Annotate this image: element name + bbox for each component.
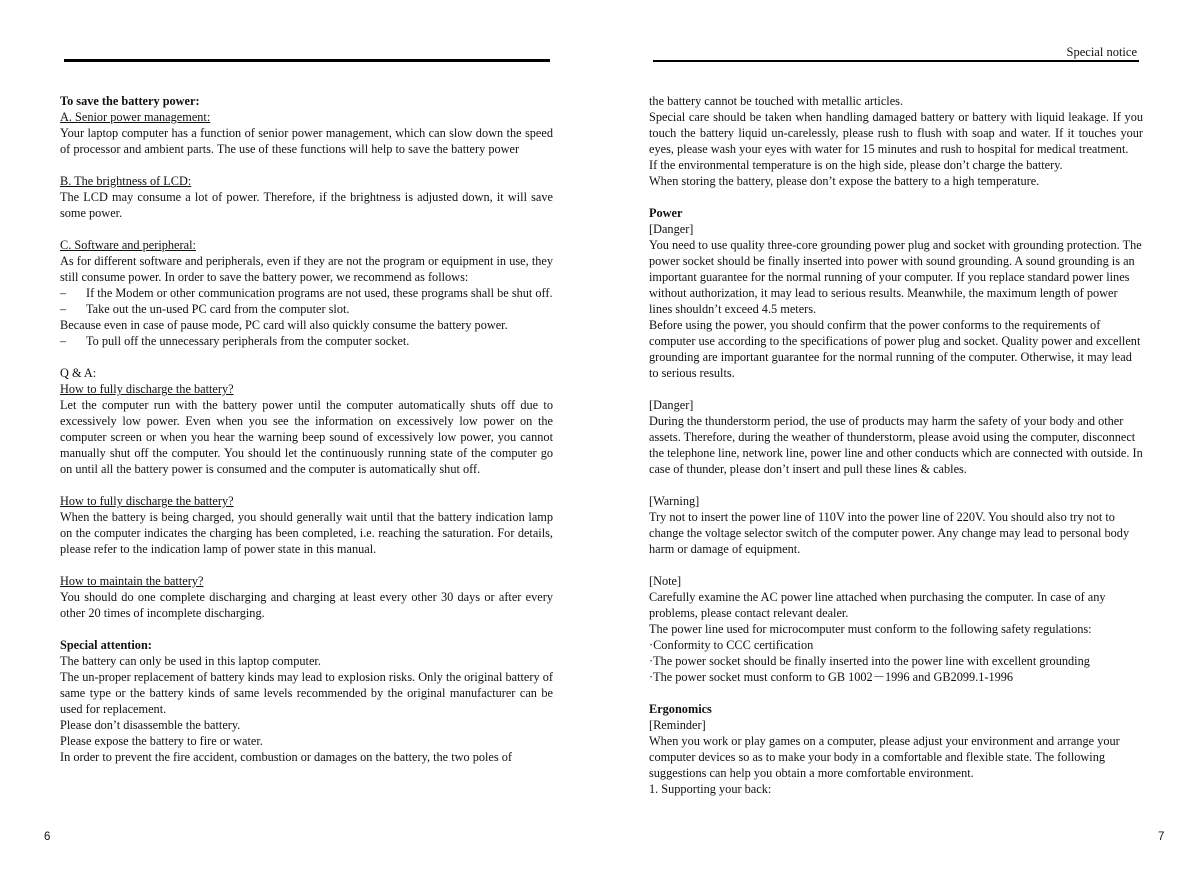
battery-title: To save the battery power: <box>60 94 200 108</box>
section-a-heading: A. Senior power management: <box>60 110 211 124</box>
power-text-1: You need to use quality three-core grounding power plug and socket with grounding protection. The power socket should be finally inserted into power with sound grounding. A sound grounding is an important guarantee for the normal running of your computer. If you replace standard power lines without authorization, it may lead to serious results. Meanwhile, the maximum length of power lines shouldn’t exceed 4.5 meters. <box>649 238 1142 316</box>
warning-text: Try not to insert the power line of 110V into the power line of 220V. You should also try not to change the voltage selector switch of the computer power. Any change may lead to personal body harm or damage of equipment. <box>649 510 1130 556</box>
section-c-heading: C. Software and peripheral: <box>60 238 196 252</box>
list-item: – If the Modem or other communication programs are not used, these programs shall be shut off. <box>60 286 553 300</box>
page-number-left: 6 <box>44 831 51 843</box>
right-page-column <box>649 93 1143 797</box>
power-title: Power <box>649 206 683 220</box>
note-bullet-1: ·Conformity to CCC certification <box>649 638 814 652</box>
thunderstorm-text: During the thunderstorm period, the use of products may harm the safety of your body and other assets. Therefore, during the weather of thunderstorm, please avoid using the computer, disconnect the telephone line, network line, power line and other conducts which are connected with outside. In case of thunder, please don’t insert and pull these lines & cables. <box>649 414 1143 476</box>
question-1: How to fully discharge the battery? <box>60 382 234 396</box>
section-a-text: Your laptop computer has a function of senior power management, which can slow down the speed of processor and ambient parts. The use of these functions will help to save the battery power <box>60 126 553 156</box>
section-c-because: Because even in case of pause mode, PC card will also quickly consume the battery power. <box>60 318 508 332</box>
temperature-text: If the environmental temperature is on the high side, please don’t charge the battery. <box>649 158 1063 172</box>
qa-title: Q & A: <box>60 366 97 380</box>
note-label: [Note] <box>649 574 682 588</box>
battery-continued: the battery cannot be touched with metallic articles. <box>649 94 904 108</box>
list-item: – To pull off the unnecessary peripherals from the computer socket. <box>60 334 410 348</box>
warning-label: [Warning] <box>649 494 700 508</box>
note-text-2: The power line used for microcomputer must conform to the following safety regulations: <box>649 622 1092 636</box>
damaged-battery-text: Special care should be taken when handling damaged battery or battery with liquid leakage. If you touch the battery liquid un-carelessly, please rush to flush with soap and water. If it touches your eyes, please wash your eyes with water for 15 minutes and rush to hospital for medical treatment. <box>649 110 1143 156</box>
special-item-5: In order to prevent the fire accident, combustion or damages on the battery, the two poles of <box>60 750 512 764</box>
section-c-text: As for different software and peripherals, even if they are not the program or equipment in use, they still consume power. In order to save the battery power, we recommend as follows: <box>60 254 553 284</box>
special-item-2: The un-proper replacement of battery kinds may lead to explosion risks. Only the original battery of same type or the battery kinds of same levels recommended by the original manufacturer can be used for replacement. <box>60 670 553 716</box>
note-text-1: Carefully examine the AC power line attached when purchasing the computer. In case of any problems, please contact relevant dealer. <box>649 590 1106 620</box>
right-top-rule <box>653 60 1139 62</box>
power-text-2: Before using the power, you should confirm that the power conforms to the requirements of computer use according to the specifications of power plug and socket. Quality power and excellent grounding are important guarantee for the normal running of the computer. Otherwise, it may lead to serious results. <box>649 318 1141 380</box>
section-b-text: The LCD may consume a lot of power. Therefore, if the brightness is adjusted down, it will save some power. <box>60 190 553 220</box>
question-3: How to maintain the battery? <box>60 574 204 588</box>
special-item-3: Please don’t disassemble the battery. <box>60 718 241 732</box>
answer-2: When the battery is being charged, you should generally wait until that the battery indication lamp on the computer indicates the charging has been completed, i.e. reaching the saturation. For details, please refer to the indication lamp of power state in this manual. <box>60 510 553 556</box>
ergonomics-text: When you work or play games on a computer, please adjust your environment and arrange your computer devices so as to make your body in a comfortable and flexible state. The following suggestions can help you obtain a more comfortable environment. <box>649 734 1120 780</box>
danger-label-2: [Danger] <box>649 398 694 412</box>
ergonomics-title: Ergonomics <box>649 702 712 716</box>
special-item-1: The battery can only be used in this laptop computer. <box>60 654 321 668</box>
left-page-column <box>60 93 553 765</box>
note-bullet-3: ·The power socket must conform to GB 1002－1996 and GB2099.1-1996 <box>649 670 1014 684</box>
ergonomics-item-1: 1. Supporting your back: <box>649 782 772 796</box>
reminder-label: [Reminder] <box>649 718 706 732</box>
answer-1: Let the computer run with the battery power until the computer automatically shuts off due to excessively low power. Even when you see the information on excessively low power on the computer screen or when you hear the warning beep sound of excessively low power, you cannot manually shut off the computer. You should let the continuously running state of the computer go on until all the battery power is consumed and the computer is automatically shut off. <box>60 398 553 476</box>
section-b-heading: B. The brightness of LCD: <box>60 174 192 188</box>
left-top-rule <box>64 59 550 62</box>
page-number-right: 7 <box>1158 831 1165 843</box>
list-item: – Take out the un-used PC card from the computer slot. <box>60 302 350 316</box>
running-header: Special notice <box>1066 45 1137 59</box>
special-attention-title: Special attention: <box>60 638 152 652</box>
special-item-4: Please expose the battery to fire or water. <box>60 734 263 748</box>
storing-text: When storing the battery, please don’t expose the battery to a high temperature. <box>649 174 1040 188</box>
danger-label-1: [Danger] <box>649 222 694 236</box>
question-2: How to fully discharge the battery? <box>60 494 234 508</box>
answer-3: You should do one complete discharging and charging at least every other 30 days or after every other 20 times of incomplete discharging. <box>60 590 553 620</box>
note-bullet-2: ·The power socket should be finally inserted into the power line with excellent grounding <box>649 654 1090 668</box>
